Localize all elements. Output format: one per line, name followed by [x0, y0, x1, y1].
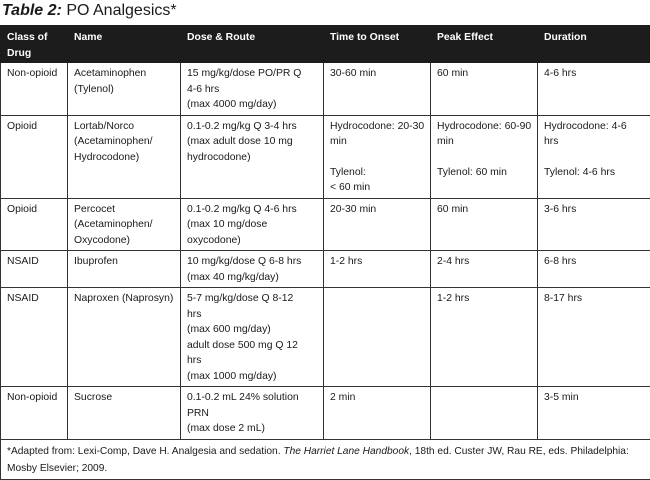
cell-text: (Acetaminophen/ — [74, 217, 176, 233]
cell-text: (Acetaminophen/ — [74, 134, 176, 150]
analgesics-table — [0, 25, 650, 480]
dose-cell — [181, 63, 324, 116]
cell-text: hrs — [187, 307, 319, 323]
dose-cell — [181, 198, 324, 251]
cell-text: Sucrose — [74, 390, 176, 406]
cell-text: 4-6 hrs — [544, 66, 646, 82]
class-cell — [1, 251, 68, 288]
cell-text: (max 10 mg/dose — [187, 217, 319, 233]
cell-text: 4-6 hrs — [187, 82, 319, 98]
cell-text: 8-17 hrs — [544, 291, 646, 307]
cell-text: 6-8 hrs — [544, 254, 646, 270]
onset-cell — [324, 63, 431, 116]
onset-cell — [324, 288, 431, 387]
footnote-book: The Harriet Lane Handbook — [283, 446, 409, 457]
footnote-row — [1, 439, 650, 479]
peak-cell — [431, 251, 538, 288]
cell-text: Non-opioid — [7, 66, 63, 82]
peak-cell — [431, 198, 538, 251]
footnote-post: , 18th ed. Custer JW, Rau RE, eds. Philadelphia: Mosby Elsevier; 2009. — [7, 446, 629, 474]
table-row — [1, 288, 650, 387]
table-title-text: PO Analgesics* — [66, 2, 176, 19]
dose-cell — [181, 387, 324, 440]
header-name: Name — [68, 26, 181, 63]
dose-cell — [181, 115, 324, 198]
class-cell — [1, 387, 68, 440]
name-cell — [68, 115, 181, 198]
duration-cell — [538, 251, 650, 288]
cell-text: 30-60 min — [330, 66, 426, 82]
cell-text: 5-7 mg/kg/dose Q 8-12 — [187, 291, 319, 307]
cell-text: hrs — [187, 353, 319, 369]
cell-text: Naproxen (Naprosyn) — [74, 291, 176, 307]
table-body — [1, 63, 650, 440]
cell-text: Percocet — [74, 202, 176, 218]
cell-text: Tylenol: 60 min — [437, 165, 533, 181]
dose-cell — [181, 288, 324, 387]
name-cell — [68, 288, 181, 387]
class-cell — [1, 198, 68, 251]
cell-text: 0.1-0.2 mL 24% solution — [187, 390, 319, 406]
cell-text: 3-6 hrs — [544, 202, 646, 218]
cell-text: min — [330, 134, 426, 150]
cell-text: Hydrocodone: 60-90 — [437, 119, 533, 135]
name-cell — [68, 198, 181, 251]
cell-text: NSAID — [7, 291, 63, 307]
cell-text: Hydrocodone) — [74, 150, 176, 166]
cell-text: Opioid — [7, 119, 63, 135]
dose-cell — [181, 251, 324, 288]
footnote — [1, 439, 650, 479]
peak-cell — [431, 288, 538, 387]
name-cell — [68, 63, 181, 116]
cell-text: Tylenol: 4-6 hrs — [544, 165, 646, 181]
cell-text: 2 min — [330, 390, 426, 406]
class-cell — [1, 63, 68, 116]
duration-cell — [538, 115, 650, 198]
cell-text: Hydrocodone: 20-30 — [330, 119, 426, 135]
cell-text: hydrocodone) — [187, 150, 319, 166]
cell-text: 3-5 min — [544, 390, 646, 406]
cell-text: 0.1-0.2 mg/kg Q 3-4 hrs — [187, 119, 319, 135]
header-row — [1, 26, 650, 63]
cell-text: 20-30 min — [330, 202, 426, 218]
cell-text: (max 40 mg/kg/day) — [187, 270, 319, 286]
header-dose-route: Dose & Route — [181, 26, 324, 63]
class-cell — [1, 288, 68, 387]
peak-cell — [431, 387, 538, 440]
peak-cell — [431, 63, 538, 116]
cell-text: 2-4 hrs — [437, 254, 533, 270]
cell-text: < 60 min — [330, 180, 426, 196]
header-peak-effect: Peak Effect — [431, 26, 538, 63]
cell-text: 1-2 hrs — [330, 254, 426, 270]
cell-text: adult dose 500 mg Q 12 — [187, 338, 319, 354]
cell-text: 60 min — [437, 66, 533, 82]
cell-text: (max dose 2 mL) — [187, 421, 319, 437]
cell-text: (max 600 mg/day) — [187, 322, 319, 338]
name-cell — [68, 387, 181, 440]
duration-cell — [538, 63, 650, 116]
table-row — [1, 63, 650, 116]
table-title-lead: Table 2: — [2, 2, 62, 19]
onset-cell — [324, 251, 431, 288]
cell-text: 1-2 hrs — [437, 291, 533, 307]
cell-text: 15 mg/kg/dose PO/PR Q — [187, 66, 319, 82]
cell-text: (max 1000 mg/day) — [187, 369, 319, 385]
cell-text: Ibuprofen — [74, 254, 176, 270]
table-row — [1, 387, 650, 440]
table-row — [1, 198, 650, 251]
cell-text: oxycodone) — [187, 233, 319, 249]
cell-text: 10 mg/kg/dose Q 6-8 hrs — [187, 254, 319, 270]
table-row — [1, 115, 650, 198]
header-duration: Duration — [538, 26, 650, 63]
cell-text: Opioid — [7, 202, 63, 218]
cell-text: (max 4000 mg/day) — [187, 97, 319, 113]
table-row — [1, 251, 650, 288]
cell-text: Acetaminophen — [74, 66, 176, 82]
onset-cell — [324, 198, 431, 251]
cell-text: (Tylenol) — [74, 82, 176, 98]
header-class-of-drug: Class of Drug — [1, 26, 68, 63]
cell-text: Lortab/Norco — [74, 119, 176, 135]
cell-text: Tylenol: — [330, 165, 426, 181]
onset-cell — [324, 115, 431, 198]
duration-cell — [538, 198, 650, 251]
cell-text: Non-opioid — [7, 390, 63, 406]
class-cell — [1, 115, 68, 198]
cell-text: min — [437, 134, 533, 150]
cell-text: 0.1-0.2 mg/kg Q 4-6 hrs — [187, 202, 319, 218]
cell-text: hrs — [544, 134, 646, 150]
name-cell — [68, 251, 181, 288]
cell-text: (max adult dose 10 mg — [187, 134, 319, 150]
footnote-pre: *Adapted from: Lexi-Comp, Dave H. Analgesia and sedation. — [7, 446, 283, 457]
duration-cell — [538, 387, 650, 440]
peak-cell — [431, 115, 538, 198]
table-title — [2, 0, 177, 24]
cell-text: 60 min — [437, 202, 533, 218]
duration-cell — [538, 288, 650, 387]
cell-text: NSAID — [7, 254, 63, 270]
onset-cell — [324, 387, 431, 440]
header-time-to-onset: Time to Onset — [324, 26, 431, 63]
cell-text: Oxycodone) — [74, 233, 176, 249]
cell-text: PRN — [187, 406, 319, 422]
cell-text: Hydrocodone: 4-6 — [544, 119, 646, 135]
